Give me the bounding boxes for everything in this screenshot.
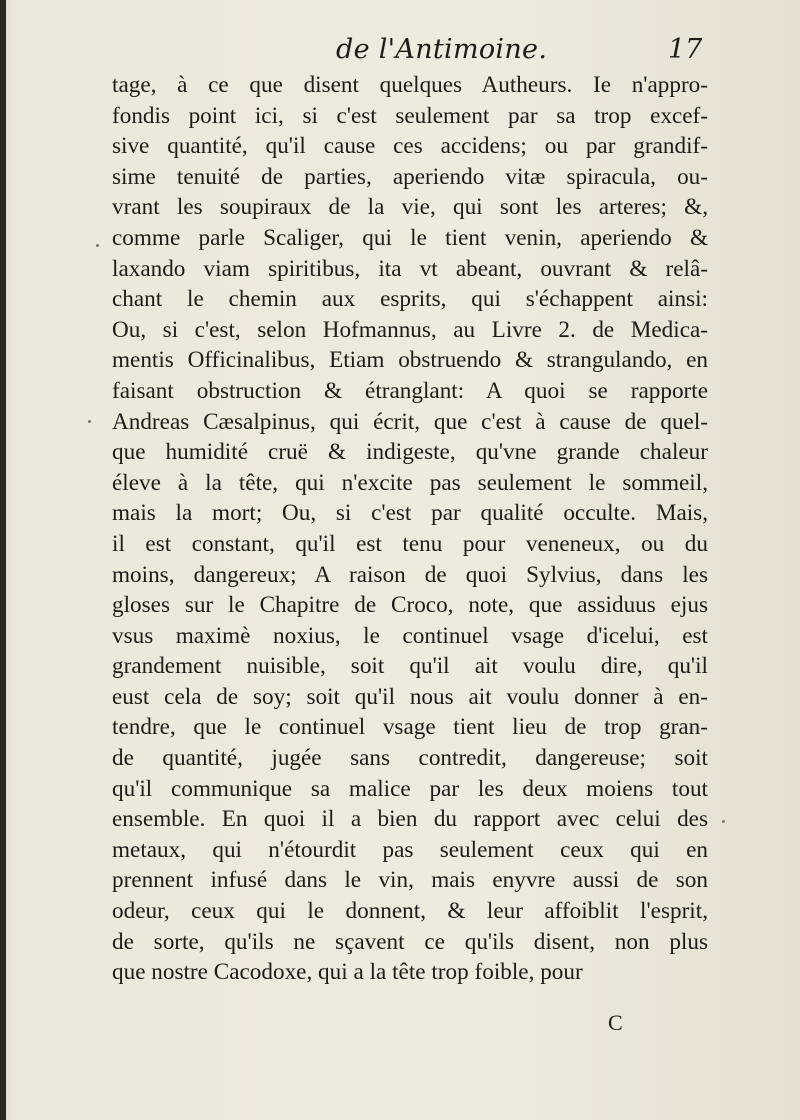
paper-speck	[722, 820, 725, 823]
page-gutter-shadow	[0, 0, 6, 1120]
text-line: chant le chemin aux esprits, qui s'échappent ainsi:	[112, 286, 708, 313]
text-line: gloses sur le Chapitre de Croco, note, que assiduus ejus	[112, 592, 708, 619]
text-line: tage, à ce que disent quelques Autheurs. Ie n'appro-	[112, 72, 708, 98]
page-header	[0, 34, 800, 74]
signature-mark: C	[608, 1010, 623, 1035]
running-head: de l'Antimoine.	[336, 34, 548, 65]
text-line: tendre, que le continuel vsage tient lieu de trop gran-	[112, 714, 708, 741]
text-line: vrant les soupiraux de la vie, qui sont les arteres; &,	[112, 194, 708, 221]
text-line: moins, dangereux; A raison de quoi Sylvius, dans les	[112, 561, 708, 588]
paper-speck	[88, 420, 91, 423]
text-line: odeur, ceux qui le donnent, & leur affoiblit l'esprit,	[112, 898, 708, 925]
text-line: mais la mort; Ou, si c'est par qualité occulte. Mais,	[112, 500, 708, 527]
text-line: laxando viam spiritibus, ita vt abeant, ouvrant & relâ-	[112, 255, 708, 282]
text-line: metaux, qui n'étourdit pas seulement ceux qui en	[112, 836, 708, 863]
text-line: sime tenuité de parties, aperiendo vitæ spiracula, ou-	[112, 163, 708, 190]
text-line: fondis point ici, si c'est seulement par sa trop excef-	[112, 102, 708, 129]
text-line: que humidité cruë & indigeste, qu'vne grande chaleur	[112, 439, 708, 466]
text-line: sive quantité, qu'il cause ces accidens; ou par grandif-	[112, 133, 708, 160]
text-line: vsus maximè noxius, le continuel vsage d'icelui, est	[112, 622, 708, 649]
text-line: éleve à la tête, qui n'excite pas seulement le sommeil,	[112, 469, 708, 496]
text-line: ensemble. En quoi il a bien du rapport avec celui des	[112, 806, 708, 833]
text-line: qu'il communique sa malice par les deux moiens tout	[112, 775, 708, 802]
body-text	[112, 70, 708, 988]
text-line: Ou, si c'est, selon Hofmannus, au Livre 2. de Medica-	[112, 316, 708, 343]
text-line: Andreas Cæsalpinus, qui écrit, que c'est à cause de quel-	[112, 408, 708, 435]
text-line: faisant obstruction & étranglant: A quoi se rapporte	[112, 377, 708, 404]
page-number: 17	[668, 34, 703, 65]
text-line: de sorte, qu'ils ne sçavent ce qu'ils disent, non plus	[112, 928, 708, 955]
text-line: il est constant, qu'il est tenu pour veneneux, ou du	[112, 530, 708, 557]
text-line: mentis Officinalibus, Etiam obstruendo & strangulando, en	[112, 347, 708, 374]
text-line: eust cela de soy; soit qu'il nous ait voulu donner à en-	[112, 683, 708, 710]
paper-speck	[96, 244, 99, 247]
text-line: prennent infusé dans le vin, mais enyvre aussi de son	[112, 867, 708, 894]
text-line: que nostre Cacodoxe, qui a la tête trop foible, pour	[112, 959, 583, 986]
text-line: grandement nuisible, soit qu'il ait voulu dire, qu'il	[112, 653, 708, 680]
text-line: de quantité, jugée sans contredit, dangereuse; soit	[112, 745, 708, 772]
text-line: comme parle Scaliger, qui le tient venin, aperiendo &	[112, 224, 708, 251]
